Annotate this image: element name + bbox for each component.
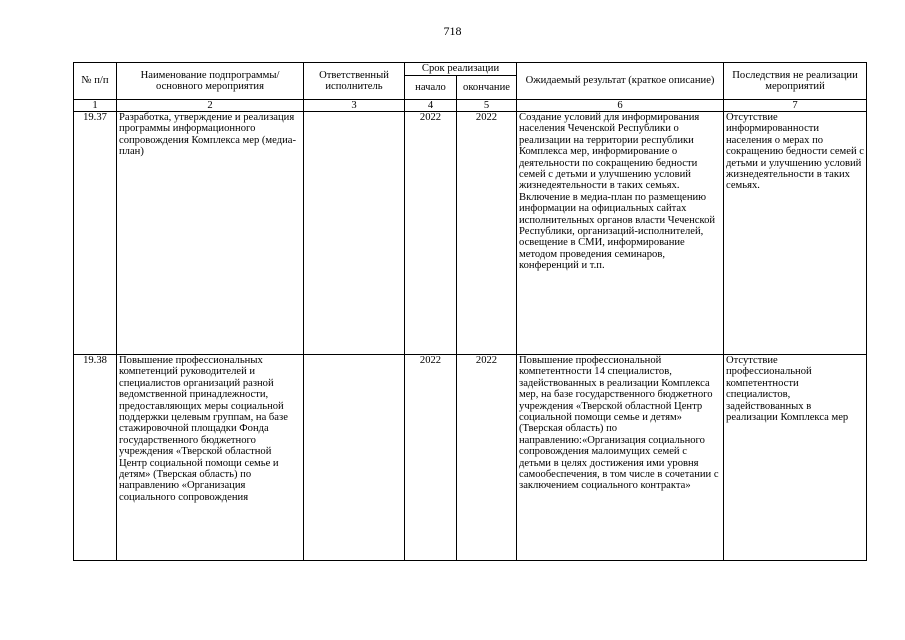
header-start: начало [405, 76, 457, 100]
row-consequences: Отсутствие информированности населения о мерах по сокращению бедности семей с детьми и улучшению условий жизнедеятельности в таких семьях. [724, 112, 867, 355]
measures-table [73, 62, 867, 561]
row-start: 2022 [405, 355, 457, 561]
row-end: 2022 [457, 112, 517, 355]
header-end: окончание [457, 76, 517, 100]
row-end: 2022 [457, 355, 517, 561]
column-number: 1 [74, 100, 117, 112]
column-number-row [74, 100, 867, 112]
header-term: Срок реализации [405, 63, 517, 76]
row-executor [304, 355, 405, 561]
header-executor: Ответственный исполнитель [304, 63, 405, 100]
row-number: 19.37 [74, 112, 117, 355]
row-result: Создание условий для информирования населения Чеченской Республики о реализации на территории республики Комплекса мер, информирование о деятельности по сокращению бедности семей с детьми и улучшению условий жизнедеятельности в таких семьях. Включение в медиа-план по размещению информации на официальных сайтах исполнительных органов власти Чеченской Республики, организаций-исполнителей, освещение в СМИ, информирование методом проведения семинаров, конференций и т.п. [517, 112, 724, 355]
row-number: 19.38 [74, 355, 117, 561]
table-row [74, 112, 867, 355]
header-consequences: Последствия не реализации мероприятий [724, 63, 867, 100]
column-number: 6 [517, 100, 724, 112]
table-row [74, 355, 867, 561]
column-number: 4 [405, 100, 457, 112]
header-result: Ожидаемый результат (краткое описание) [517, 63, 724, 100]
header-no: № п/п [74, 63, 117, 100]
page-number: 718 [443, 24, 462, 38]
row-name: Повышение профессиональных компетенций руководителей и специалистов организаций разной ведомственной принадлежности, предоставляющих меры социальной поддержки целевым группам, на базе стажировочной площадки Фонда государственного бюджетного учреждения «Тверской областной Центр социальной помощи семье и детям» (Тверская область) по направлению «Организация социального сопровождения [117, 355, 304, 561]
row-start: 2022 [405, 112, 457, 355]
column-number: 2 [117, 100, 304, 112]
column-number: 7 [724, 100, 867, 112]
header-name: Наименование подпрограммы/ основного мероприятия [117, 63, 304, 100]
row-result: Повышение профессиональной компетентности 14 специалистов, задействованных в реализации Комплекса мер, на базе государственного бюджетного учреждения «Тверской областной Центр социальной помощи семье и детям» (Тверская область) по направлению:«Организация социального сопровождения малоимущих семей с детьми в целях достижения ими уровня самообеспечения, в том числе в сочетании с заключением социального контракта» [517, 355, 724, 561]
column-number: 3 [304, 100, 405, 112]
row-name: Разработка, утверждение и реализация программы информационного сопровождения Комплекса мер (медиа-план) [117, 112, 304, 355]
column-number: 5 [457, 100, 517, 112]
row-executor [304, 112, 405, 355]
row-consequences: Отсутствие профессиональной компетентности специалистов, задействованных в реализации Комплекса мер [724, 355, 867, 561]
